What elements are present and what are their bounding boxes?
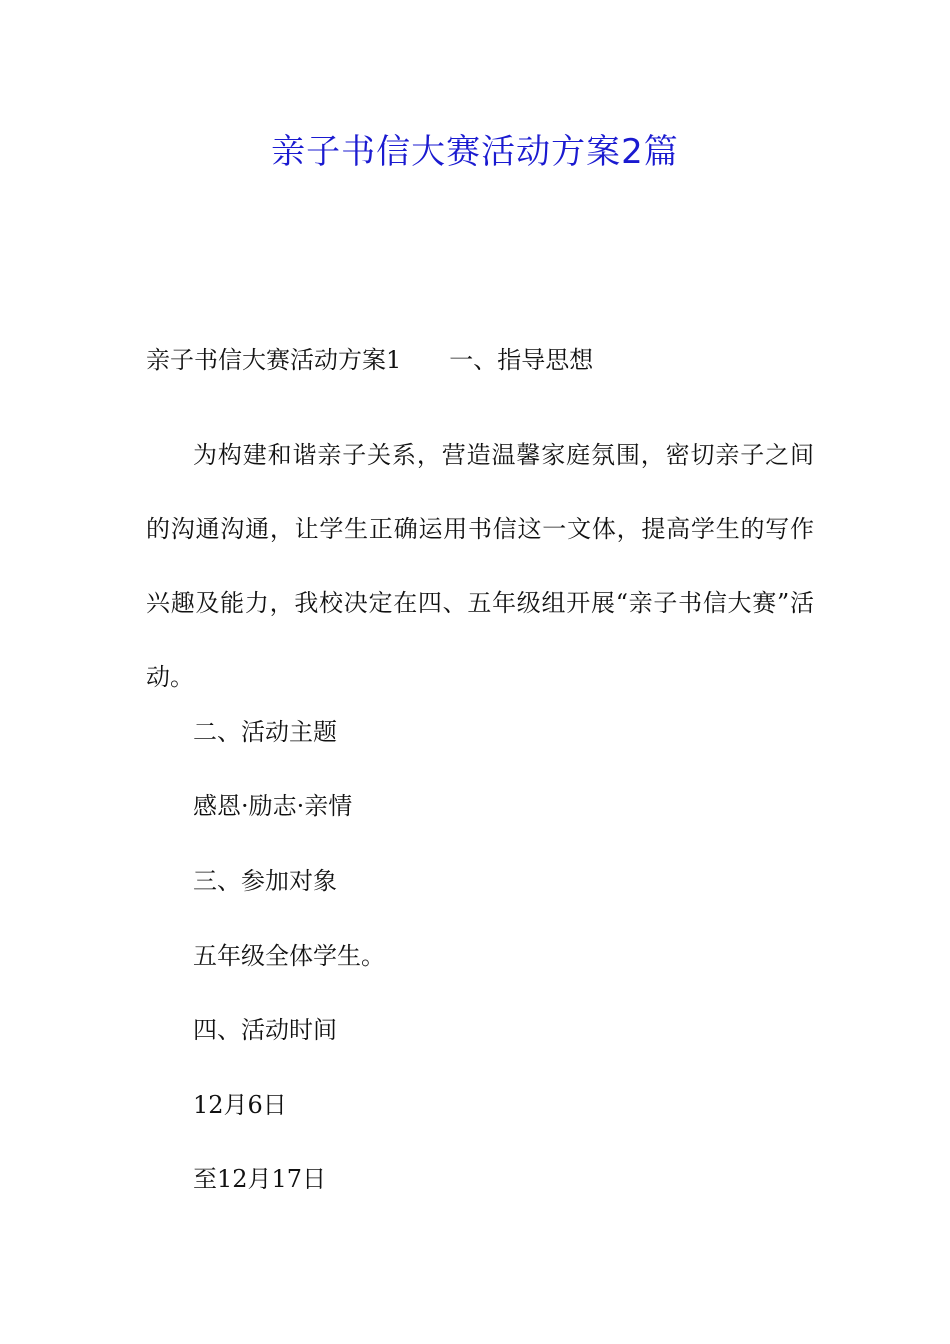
section4-start-date: 12月6日 (193, 1091, 287, 1119)
section3-body: 五年级全体学生。 (193, 942, 385, 970)
intro-label: 亲子书信大赛活动方案1 (146, 346, 402, 374)
section4-end-date: 至12月17日 (193, 1165, 327, 1193)
section1-paragraph: 为构建和谐亲子关系，营造温馨家庭氛围，密切亲子之间的沟通沟通，让学生正确运用书信这一文体，提高学生的写作兴趣及能力，我校决定在四、五年级组开展“亲子书信大赛”活动。 (146, 441, 814, 691)
section2-body: 感恩·励志·亲情 (193, 792, 353, 820)
intro-line (146, 344, 593, 376)
section2-heading: 二、活动主题 (193, 718, 337, 746)
document-title: 亲子书信大赛活动方案2篇 (271, 132, 679, 172)
section3-heading: 三、参加对象 (193, 867, 337, 895)
section1-heading: 一、指导思想 (449, 346, 594, 374)
section4-heading: 四、活动时间 (193, 1016, 337, 1044)
